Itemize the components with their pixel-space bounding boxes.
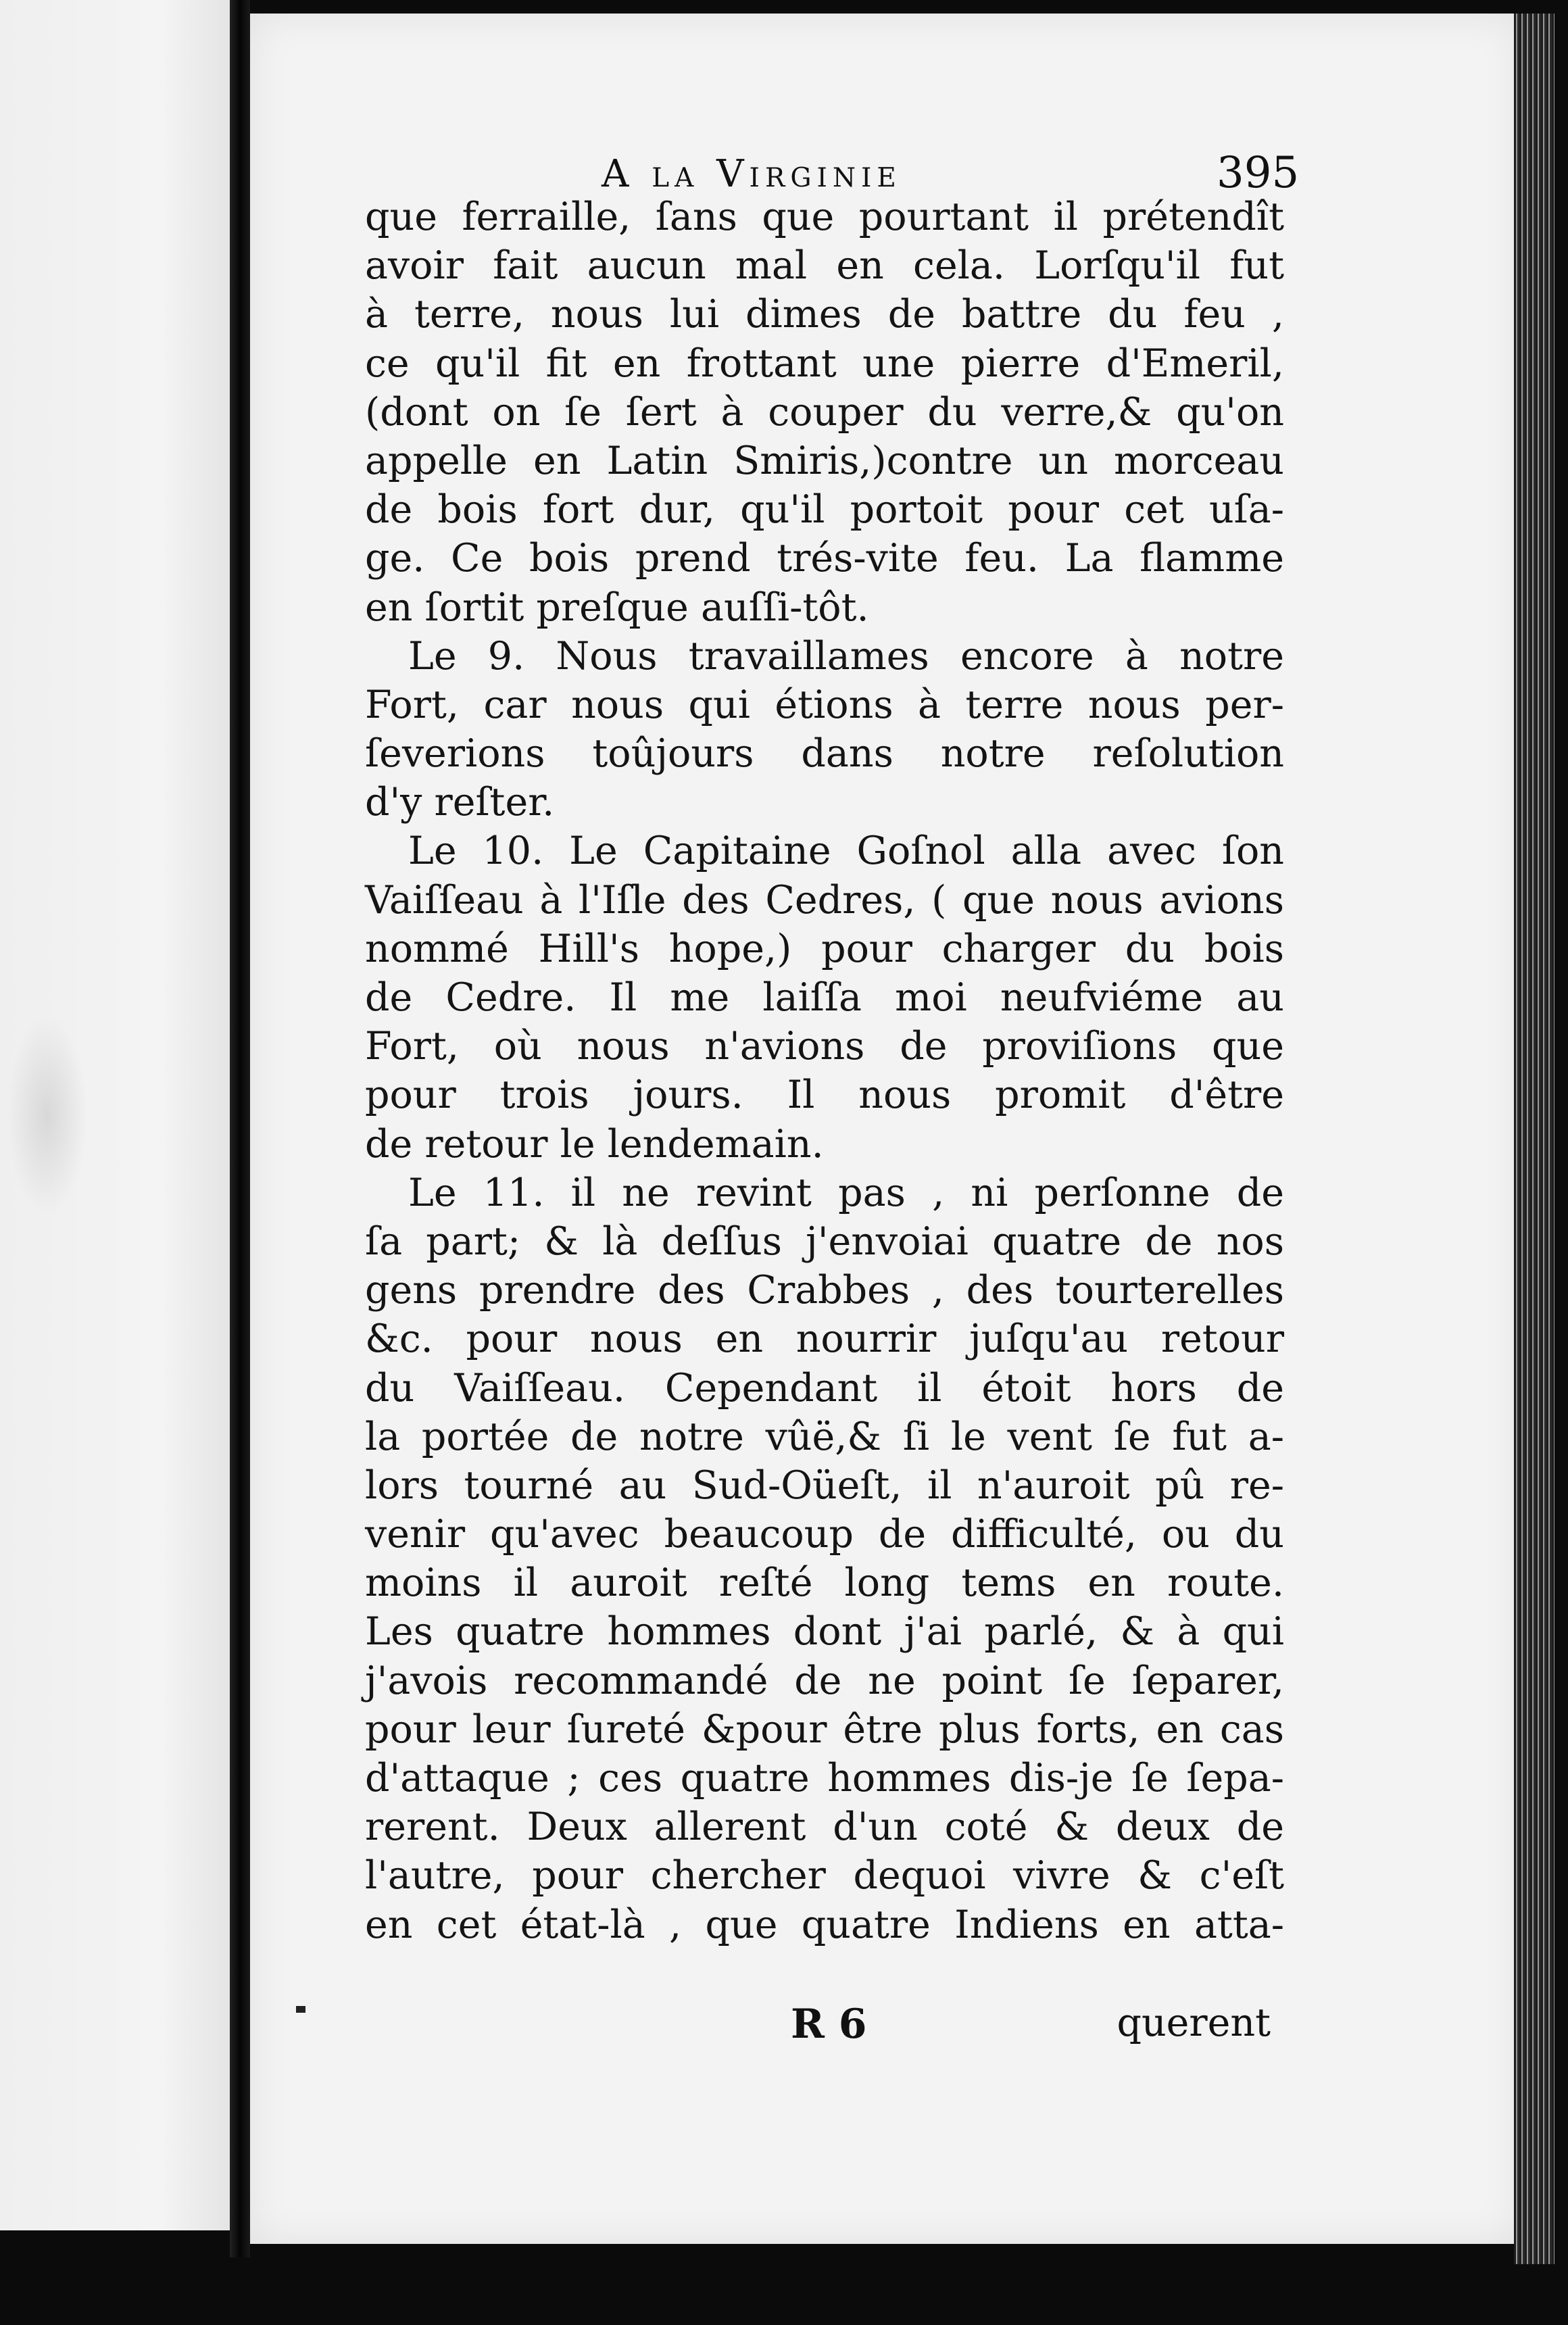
text-line: Fort, où nous n'avions de proviſions que bbox=[365, 1024, 1284, 1069]
text-line: lors tourné au Sud-Oüeſt, il n'auroit pû re- bbox=[365, 1463, 1284, 1508]
page-footer bbox=[365, 2001, 1271, 2055]
text-line: Les quatre hommes dont j'ai parlé, & à qui bbox=[365, 1609, 1284, 1655]
text-line: du Vaiſſeau. Cependant il étoit hors de bbox=[365, 1365, 1284, 1411]
facing-page-bleed-through bbox=[7, 1014, 88, 1217]
facing-page bbox=[0, 0, 230, 2230]
text-line: nommé Hill's hope,) pour charger du bois bbox=[365, 926, 1284, 971]
text-line: pour trois jours. Il nous promit d'être bbox=[365, 1073, 1284, 1118]
text-line: que ferraille, ſans que pourtant il prétendît bbox=[365, 195, 1284, 239]
text-line: Le 11. il ne revint pas , ni perſonne de bbox=[408, 1170, 1284, 1215]
text-line: ce qu'il fit en frottant une pierre d'Emeril, bbox=[365, 341, 1284, 386]
catchword: querent bbox=[1117, 2001, 1271, 2045]
text-line: en ſortit preſque auſſi-tôt. bbox=[365, 585, 869, 630]
book-gutter bbox=[230, 0, 250, 2257]
text-line: venir qu'avec beaucoup de difficulté, ou du bbox=[365, 1512, 1284, 1557]
text-line: &c. pour nous en nourrir juſqu'au retour bbox=[365, 1317, 1284, 1362]
text-line: gens prendre des Crabbes , des tourterelles bbox=[365, 1268, 1284, 1313]
text-line: d'y reſter. bbox=[365, 780, 555, 825]
signature-mark: R 6 bbox=[791, 2001, 867, 2048]
text-line: la portée de notre vûë,& ſi le vent ſe fut a- bbox=[365, 1414, 1284, 1459]
body-text bbox=[365, 193, 1284, 1949]
text-line: l'autre, pour chercher dequoi vivre & c'eſt bbox=[365, 1853, 1284, 1899]
text-line: pour leur ſureté &pour être plus forts, en cas bbox=[365, 1707, 1284, 1752]
text-line: Vaiſſeau à l'Iſle des Cedres, ( que nous avions bbox=[365, 877, 1284, 923]
text-line: en cet état-là , que quatre Indiens en atta- bbox=[365, 1902, 1284, 1947]
text-line: ſeverions toûjours dans notre reſolution bbox=[365, 731, 1284, 777]
ink-mark bbox=[296, 2006, 305, 2013]
text-line: avoir fait aucun mal en cela. Lorſqu'il fut bbox=[365, 243, 1284, 289]
text-line: de bois fort dur, qu'il portoit pour cet uſa- bbox=[365, 487, 1284, 533]
text-line: moins il auroit reſté long tems en route. bbox=[365, 1561, 1284, 1606]
page-number: 395 bbox=[1217, 148, 1300, 198]
text-line: de retour le lendemain. bbox=[365, 1121, 824, 1167]
text-line: Fort, car nous qui étions à terre nous per- bbox=[365, 682, 1284, 727]
text-line: à terre, nous lui dimes de battre du feu , bbox=[365, 292, 1284, 337]
running-head-title: A la Virginie bbox=[602, 152, 902, 196]
page-stack-edges bbox=[1514, 14, 1554, 2264]
text-line: ge. Ce bois prend trés-vite feu. La flamme bbox=[365, 536, 1284, 581]
text-line: d'attaque ; ces quatre hommes dis-je ſe ſepa- bbox=[365, 1756, 1284, 1801]
text-line: rerent. Deux allerent d'un coté & deux de bbox=[365, 1805, 1284, 1850]
text-line: Le 9. Nous travaillames encore à notre bbox=[408, 633, 1284, 679]
text-line: de Cedre. Il me laiſſa moi neufviéme au bbox=[365, 975, 1284, 1020]
text-line: appelle en Latin Smiris,)contre un morceau bbox=[365, 438, 1284, 483]
text-line: ſa part; & là deſſus j'envoiai quatre de nos bbox=[365, 1219, 1284, 1264]
text-line: (dont on ſe ſert à couper du verre,& qu'on bbox=[365, 389, 1284, 435]
text-line: j'avois recommandé de ne point ſe ſeparer, bbox=[365, 1658, 1284, 1703]
text-line: Le 10. Le Capitaine Goſnol alla avec ſon bbox=[408, 829, 1284, 874]
